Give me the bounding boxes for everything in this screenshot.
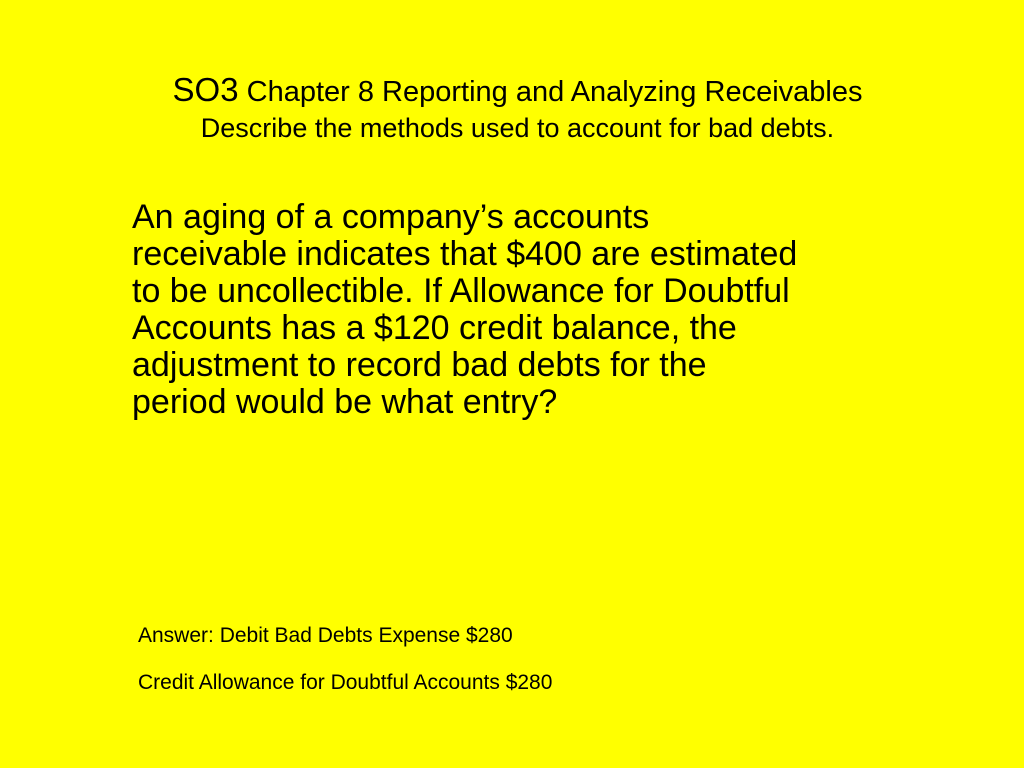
question-line: An aging of a company’s accounts xyxy=(132,198,650,236)
question-line: adjustment to record bad debts for the xyxy=(132,346,707,384)
question-text xyxy=(132,199,932,421)
question-line: Accounts has a $120 credit balance, the xyxy=(132,309,737,347)
slide-title xyxy=(60,70,975,144)
answer-debit-line: Answer: Debit Bad Debts Expense $280 xyxy=(138,624,513,647)
study-objective-code: SO3 xyxy=(172,71,239,108)
study-objective-text: Describe the methods used to account for bad debts. xyxy=(200,112,835,143)
question-line: to be uncollectible. If Allowance for Doubtful xyxy=(132,272,790,310)
answer-credit-line: Credit Allowance for Doubtful Accounts $280 xyxy=(138,671,553,694)
question-line: period would be what entry? xyxy=(132,383,558,421)
question-line: receivable indicates that $400 are estimated xyxy=(132,235,798,273)
chapter-title: Chapter 8 Reporting and Analyzing Receivables xyxy=(246,76,863,108)
title-line-1 xyxy=(60,70,975,110)
